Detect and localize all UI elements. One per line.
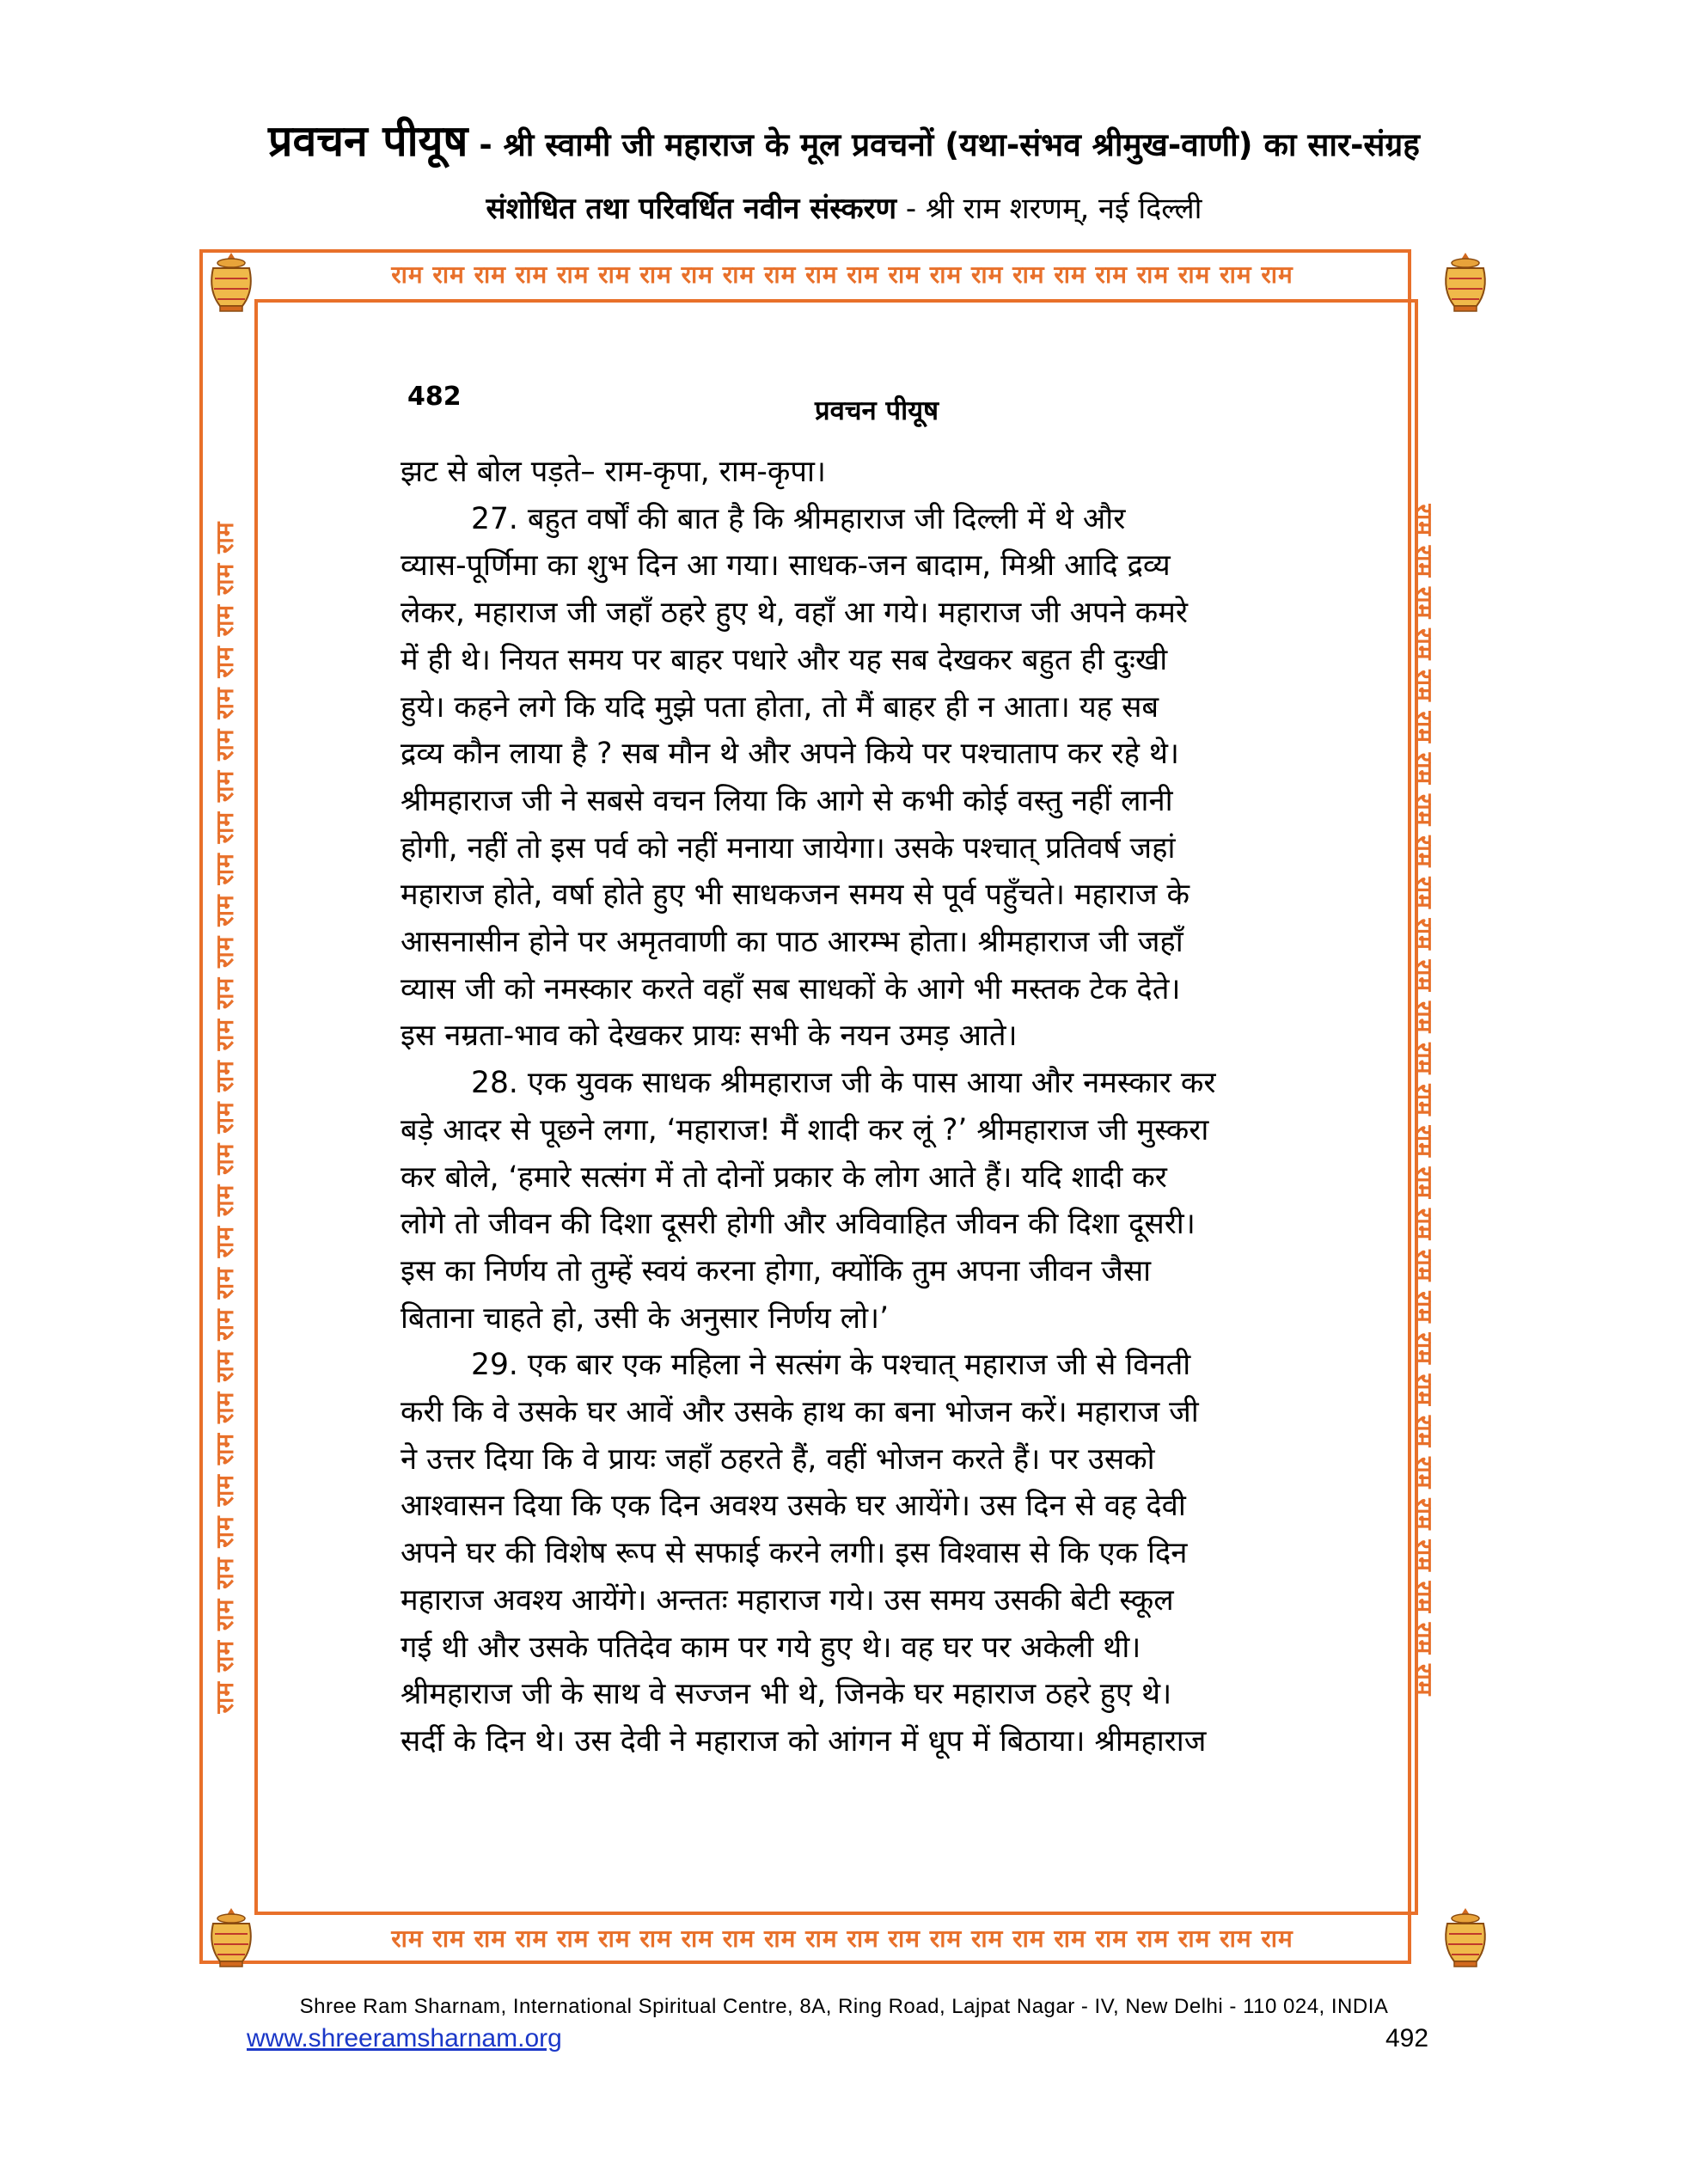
ram-border-left: राम राम राम राम राम राम राम राम राम राम राम राम राम राम राम राम राम राम राम राम राम राम राम राम राम राम राम राम राम: [211, 521, 239, 1714]
text-line: बिताना चाहते हो, उसी के अनुसार निर्णय लो।’: [401, 1300, 890, 1336]
text-line: श्रीमहाराज जी के साथ वे सज्जन भी थे, जिनके घर महाराज ठहरे हुए थे।: [401, 1677, 1172, 1712]
text-line: इस नम्रता-भाव को देखकर प्रायः सभी के नयन उमड़ आते।: [401, 1019, 1018, 1054]
footer-address: Shree Ram Sharnam, International Spiritual Centre, 8A, Ring Road, Lajpat Nagar - IV, New Delhi - 110 024, INDIA: [299, 1995, 1389, 2018]
page-body-text: [401, 449, 1272, 1765]
ram-border-bottom: राम राम राम राम राम राम राम राम राम राम राम राम राम राम राम राम राम राम राम राम राम राम: [391, 1924, 1294, 1953]
text-line: सर्दी के दिन थे। उस देवी ने महाराज को आंगन में धूप में बिठाया। श्रीमहाराज: [401, 1723, 1207, 1759]
text-line: द्रव्य कौन लाया है ? सब मौन थे और अपने किये पर पश्चाताप कर रहे थे।: [401, 737, 1179, 772]
text-line: श्रीमहाराज जी ने सबसे वचन लिया कि आगे से कभी कोई वस्तु नहीं लानी: [401, 783, 1173, 818]
ram-border-top: राम राम राम राम राम राम राम राम राम राम राम राम राम राम राम राम राम राम राम राम राम राम: [391, 260, 1294, 289]
text-line: व्यास जी को नमस्कार करते वहाँ सब साधकों के आगे भी मस्तक टेक देते।: [401, 971, 1181, 1006]
book-page-number: 482: [407, 382, 462, 412]
pdf-page-number: 492: [1385, 2024, 1429, 2052]
book-title: प्रवचन पीयूष: [268, 116, 468, 166]
text-line: हुये। कहने लगे कि यदि मुझे पता होता, तो मैं बाहर ही न आता। यह सब: [401, 689, 1159, 725]
text-line: अपने घर की विशेष रूप से सफाई करने लगी। इस विश्वास से कि एक दिन: [401, 1536, 1188, 1571]
text-line: गई थी और उसके पतिदेव काम पर गये हुए थे। वह घर पर अकेली थी।: [401, 1630, 1141, 1665]
text-line: महाराज अवश्य आयेंगे। अन्ततः महाराज गये। उस समय उसकी बेटी स्कूल: [401, 1582, 1174, 1618]
kalash-icon: [1435, 1905, 1495, 1970]
kalash-icon: [1435, 249, 1495, 315]
ram-border-right: राम राम राम राम राम राम राम राम राम राम राम राम राम राम राम राम राम राम राम राम राम राम राम राम राम राम राम राम राम: [1410, 504, 1438, 1697]
text-line: ने उत्तर दिया कि वे प्रायः जहाँ ठहरते हैं, वहीं भोजन करते हैं। पर उसको: [401, 1441, 1155, 1477]
text-line: 29. एक बार एक महिला ने सत्संग के पश्चात् महाराज जी से विनती: [471, 1348, 1191, 1383]
text-line: होगी, नहीं तो इस पर्व को नहीं मनाया जायेगा। उसके पश्चात् प्रतिवर्ष जहां: [401, 830, 1176, 866]
text-line: बड़े आदर से पूछने लगा, ‘महाराज! मैं शादी कर लूं ?’ श्रीमहाराज जी मुस्करा: [401, 1112, 1209, 1147]
edition-label: संशोधित तथा परिवर्धित नवीन संस्करण: [486, 192, 897, 226]
running-title: प्रवचन पीयूष: [814, 395, 939, 426]
text-line: इस का निर्णय तो तुम्हें स्वयं करना होगा, क्योंकि तुम अपना जीवन जैसा: [401, 1253, 1152, 1288]
text-line: करी कि वे उसके घर आवें और उसके हाथ का बना भोजन करें। महाराज जी: [401, 1395, 1199, 1430]
document-header-title: [0, 110, 1688, 168]
text-line: झट से बोल पड़ते– राम-कृपा, राम-कृपा।: [401, 455, 826, 489]
website-link[interactable]: www.shreeramsharnam.org: [247, 2024, 562, 2052]
text-line: 28. एक युवक साधक श्रीमहाराज जी के पास आया और नमस्कार कर: [471, 1066, 1216, 1101]
text-line: आश्वासन दिया कि एक दिन अवश्य उसके घर आयेंगे। उस दिन से वह देवी: [401, 1489, 1186, 1524]
text-line: लेकर, महाराज जी जहाँ ठहरे हुए थे, वहाँ आ गये। महाराज जी अपने कमरे: [401, 596, 1188, 631]
kalash-icon: [201, 249, 261, 315]
kalash-icon: [201, 1905, 261, 1970]
text-line: कर बोले, ‘हमारे सत्संग में तो दोनों प्रकार के लोग आते हैं। यदि शादी कर: [401, 1159, 1167, 1195]
text-line: महाराज होते, वर्षा होते हुए भी साधकजन समय से पूर्व पहुँचते। महाराज के: [401, 878, 1190, 913]
text-line: लोगे तो जीवन की दिशा दूसरी होगी और अविवाहित जीवन की दिशा दूसरी।: [401, 1207, 1196, 1242]
book-description: - श्री स्वामी जी महाराज के मूल प्रवचनों (यथा-संभव श्रीमुख-वाणी) का सार-संग्रह: [468, 126, 1420, 163]
text-line: में ही थे। नियत समय पर बाहर पधारे और यह सब देखकर बहुत ही दुःखी: [401, 642, 1168, 677]
document-header-subtitle: [0, 187, 1688, 227]
text-line: आसनासीन होने पर अमृतवाणी का पाठ आरम्भ होता। श्रीमहाराज जी जहाँ: [401, 925, 1183, 960]
text-line: व्यास-पूर्णिमा का शुभ दिन आ गया। साधक-जन बादाम, मिश्री आदि द्रव्य: [401, 548, 1171, 584]
text-line: 27. बहुत वर्षों की बात है कि श्रीमहाराज जी दिल्ली में थे और: [471, 501, 1126, 536]
publisher-label: - श्री राम शरणम्, नई दिल्ली: [896, 192, 1202, 226]
